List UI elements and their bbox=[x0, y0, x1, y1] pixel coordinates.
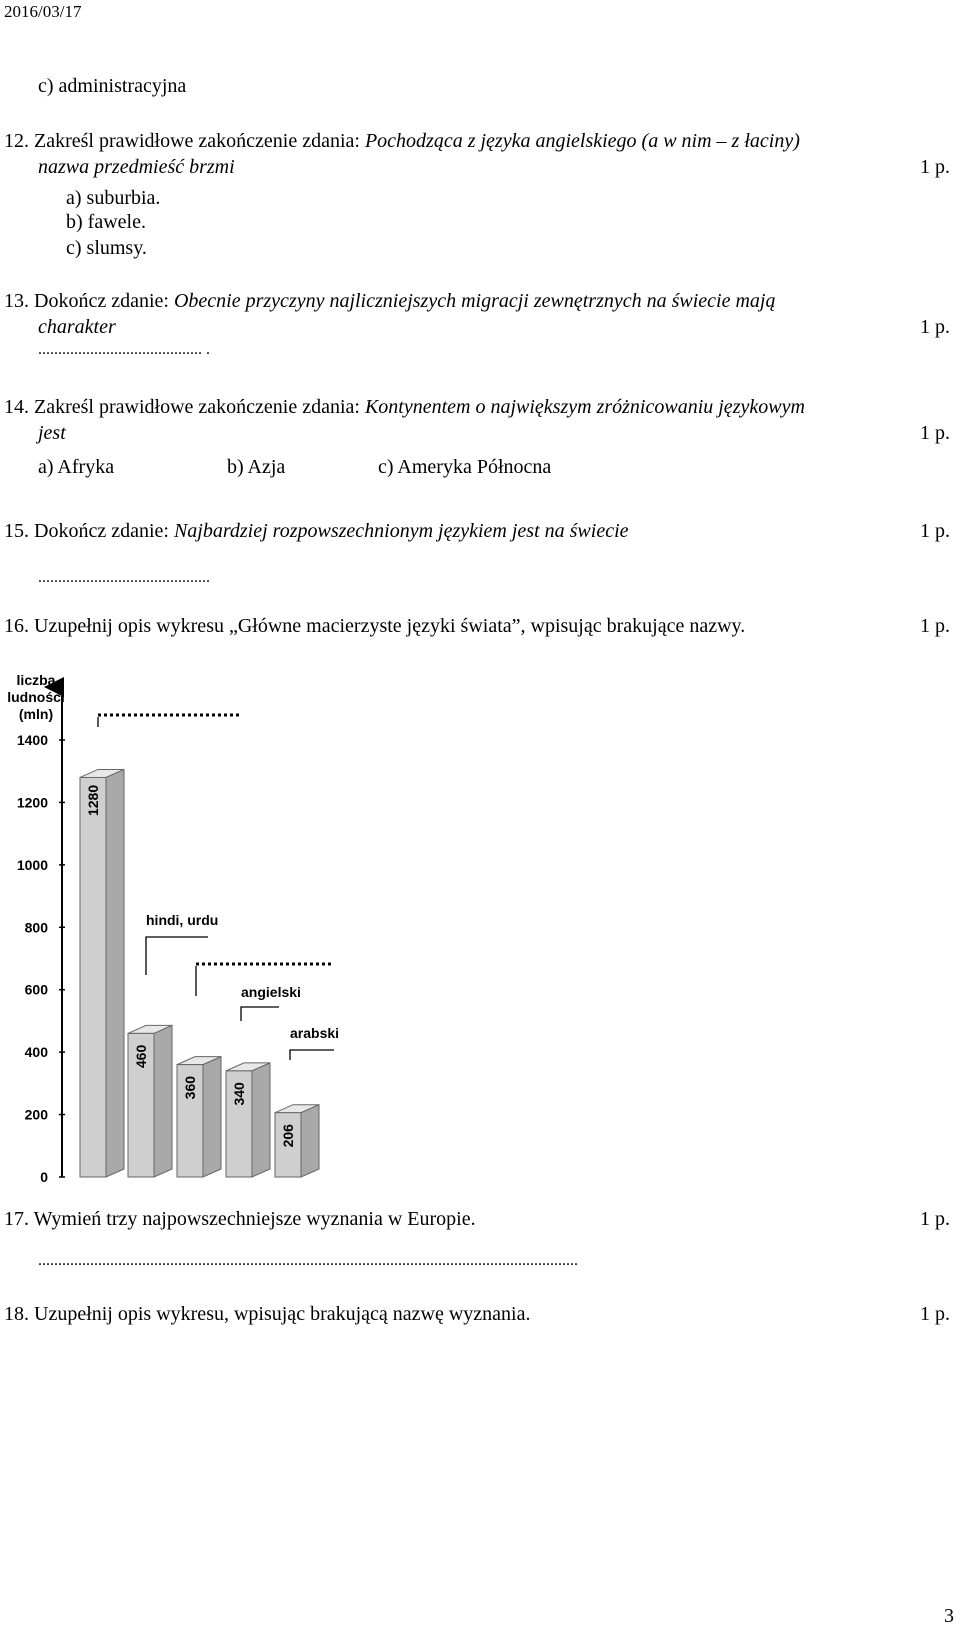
question-14-italic: Kontynentem o największym zróżnicowaniu językowym bbox=[364, 396, 805, 418]
question-12 bbox=[4, 129, 800, 153]
y-axis-label-line: liczba bbox=[16, 672, 56, 688]
question-12-option-a[interactable]: a) suburbia. bbox=[66, 187, 161, 209]
bar-side bbox=[252, 1063, 270, 1177]
question-14-lead: 14. Zakreśl prawidłowe zakończenie zdania: bbox=[4, 396, 365, 418]
question-15-answer-line[interactable]: ........................................... bbox=[38, 569, 210, 586]
question-13-points: 1 p. bbox=[920, 316, 950, 338]
bar-side bbox=[154, 1025, 172, 1177]
y-tick-label: 600 bbox=[24, 981, 48, 998]
category-label: angielski bbox=[241, 984, 301, 1000]
y-axis-label-line: (mln) bbox=[18, 706, 54, 722]
y-tick-label: 1000 bbox=[16, 856, 48, 873]
question-17-answer-line[interactable]: ....................................................................................................................................... bbox=[38, 1252, 578, 1269]
question-13-italic-cont: charakter bbox=[38, 316, 116, 338]
question-14-points: 1 p. bbox=[920, 422, 950, 444]
category-label: arabski bbox=[290, 1025, 340, 1041]
y-tick-label: 200 bbox=[24, 1106, 48, 1123]
y-tick-label: 800 bbox=[24, 919, 48, 936]
previous-option-c: c) administracyjna bbox=[38, 75, 187, 97]
bar-side bbox=[301, 1105, 319, 1177]
question-13-lead: 13. Dokończ zdanie: bbox=[4, 290, 174, 312]
y-axis-ticks bbox=[17, 732, 65, 1185]
category-leader-line bbox=[146, 937, 208, 975]
bar-value-label: 460 bbox=[133, 1044, 149, 1069]
question-13-italic: Obecnie przyczyny najliczniejszych migracji zewnętrznych na świecie mają bbox=[173, 290, 776, 312]
question-15 bbox=[4, 519, 629, 543]
page-number: 3 bbox=[944, 1605, 954, 1627]
question-14-option-a[interactable]: a) Afryka bbox=[38, 456, 115, 478]
question-15-lead: 15. Dokończ zdanie: bbox=[4, 520, 174, 542]
question-14-italic-cont: jest bbox=[38, 422, 66, 444]
question-12-italic: Pochodząca z języka angielskiego (a w nim – z łaciny) bbox=[364, 130, 800, 152]
question-14-option-b[interactable]: b) Azja bbox=[227, 456, 286, 478]
y-axis-label bbox=[7, 672, 65, 722]
question-15-points: 1 p. bbox=[920, 520, 950, 542]
question-15-italic: Najbardziej rozpowszechnionym językiem jest na świecie bbox=[173, 520, 629, 542]
y-tick-label: 1200 bbox=[16, 794, 48, 811]
question-16-points: 1 p. bbox=[920, 615, 950, 637]
bars bbox=[80, 769, 319, 1177]
question-18: 18. Uzupełnij opis wykresu, wpisując brakującą nazwę wyznania. bbox=[4, 1303, 531, 1325]
question-14-option-c[interactable]: c) Ameryka Północna bbox=[378, 456, 552, 478]
y-tick-label: 400 bbox=[24, 1044, 48, 1061]
question-17: 17. Wymień trzy najpowszechniejsze wyznania w Europie. bbox=[4, 1208, 476, 1230]
question-13 bbox=[4, 289, 775, 313]
category-leader-line bbox=[241, 1007, 279, 1021]
y-tick-label: 0 bbox=[40, 1169, 48, 1185]
bar-side bbox=[203, 1057, 221, 1177]
question-18-points: 1 p. bbox=[920, 1303, 950, 1325]
y-axis-label-line: ludności bbox=[7, 689, 65, 705]
question-12-points: 1 p. bbox=[920, 156, 950, 178]
question-13-answer-line[interactable]: ......................................... . bbox=[38, 341, 210, 358]
category-leader-line bbox=[290, 1050, 334, 1060]
bar-value-label: 206 bbox=[280, 1124, 296, 1148]
y-tick-label: 1400 bbox=[16, 732, 48, 748]
question-17-points: 1 p. bbox=[920, 1208, 950, 1230]
header-date: 2016/03/17 bbox=[4, 2, 82, 21]
question-12-lead: 12. Zakreśl prawidłowe zakończenie zdania: bbox=[4, 130, 365, 152]
bar-value-label: 1280 bbox=[85, 784, 101, 817]
question-12-italic-cont: nazwa przedmieść brzmi bbox=[38, 156, 235, 178]
question-12-option-c[interactable]: c) slumsy. bbox=[66, 237, 147, 259]
question-14 bbox=[4, 395, 805, 419]
bar-value-label: 360 bbox=[182, 1075, 198, 1100]
language-labels bbox=[98, 715, 339, 1060]
question-16: 16. Uzupełnij opis wykresu „Główne macierzyste języki świata”, wpisując brakujące nazwy. bbox=[4, 615, 746, 637]
languages-bar-chart bbox=[0, 665, 380, 1195]
bar-value-label: 340 bbox=[231, 1082, 247, 1106]
bar bbox=[80, 777, 106, 1177]
bar-side bbox=[106, 769, 124, 1177]
question-12-option-b[interactable]: b) fawele. bbox=[66, 211, 146, 233]
category-label: hindi, urdu bbox=[146, 912, 219, 928]
